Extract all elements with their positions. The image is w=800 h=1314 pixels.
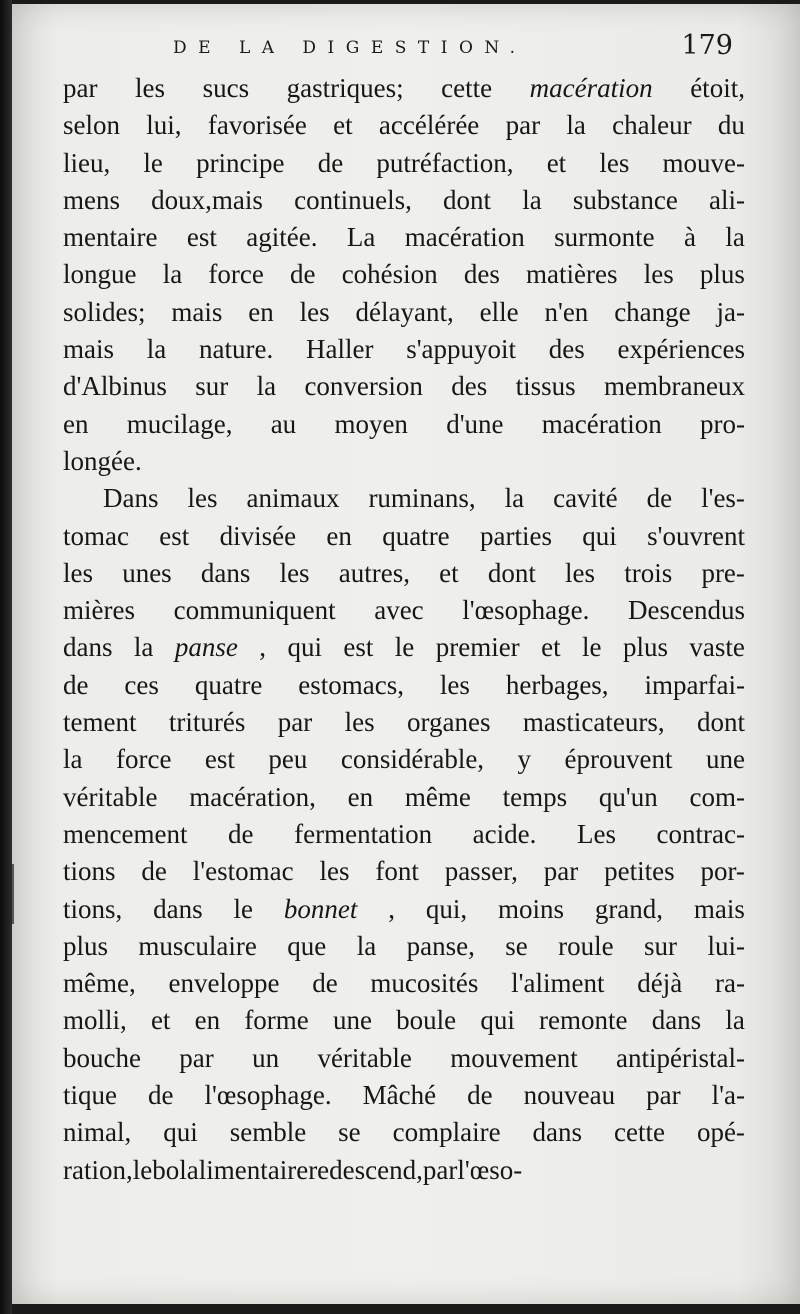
word: véritable bbox=[63, 781, 158, 812]
word: cette bbox=[441, 73, 493, 103]
word: membraneux bbox=[604, 371, 745, 402]
word: estomacs, bbox=[298, 669, 404, 700]
word: l'œsophage. bbox=[204, 1080, 332, 1111]
word: contrac- bbox=[656, 818, 745, 849]
word: continuels, bbox=[294, 184, 412, 215]
word: les bbox=[439, 669, 470, 700]
word: qu'un bbox=[598, 781, 658, 812]
word: le bbox=[394, 632, 415, 663]
word: tement bbox=[63, 707, 137, 738]
word: l'œsophage. bbox=[462, 595, 590, 626]
word: même bbox=[404, 781, 471, 812]
word: selon bbox=[63, 110, 120, 141]
book-gutter-edge bbox=[0, 0, 12, 1314]
text-line bbox=[63, 107, 745, 144]
word: plus bbox=[622, 632, 668, 663]
text-line bbox=[63, 256, 745, 293]
word: longue bbox=[63, 259, 137, 290]
word: , bbox=[388, 893, 395, 924]
word: organes bbox=[407, 707, 491, 738]
word: la bbox=[162, 259, 183, 290]
word: substance bbox=[572, 184, 678, 215]
word: les bbox=[319, 856, 350, 887]
word: qui bbox=[480, 1005, 515, 1036]
word: nimal, bbox=[63, 1117, 132, 1148]
word: trois bbox=[624, 557, 673, 588]
word: lieu, bbox=[63, 147, 111, 178]
word: putréfaction, bbox=[376, 147, 514, 178]
text-line bbox=[63, 928, 745, 965]
word: se bbox=[505, 930, 528, 961]
word: mières bbox=[63, 595, 135, 626]
word: délayant, bbox=[355, 296, 454, 327]
word: les bbox=[299, 296, 330, 327]
word: une bbox=[705, 744, 745, 775]
word: en bbox=[248, 296, 274, 327]
word: grand, bbox=[594, 893, 664, 924]
word: Haller bbox=[305, 334, 374, 365]
word: est bbox=[343, 632, 374, 663]
word: , bbox=[259, 632, 267, 663]
word: le bbox=[143, 147, 163, 178]
word: par bbox=[277, 707, 313, 738]
word: macération, bbox=[189, 781, 316, 812]
word: la bbox=[256, 371, 277, 402]
word: d'Albinus bbox=[63, 371, 167, 402]
text-line bbox=[63, 704, 745, 741]
text-line bbox=[63, 629, 745, 666]
word: fermentation bbox=[294, 818, 433, 849]
word: premier bbox=[435, 632, 520, 663]
word: mais bbox=[693, 893, 745, 924]
word: dont bbox=[487, 557, 536, 588]
word: n'en bbox=[544, 296, 589, 327]
word: l'œso- bbox=[457, 1154, 523, 1185]
word: autres, bbox=[338, 557, 410, 588]
word: tions bbox=[63, 856, 116, 887]
word: et bbox=[150, 1005, 171, 1036]
text-line bbox=[63, 1152, 745, 1189]
word: nouveau bbox=[523, 1080, 616, 1111]
word: éprouvent bbox=[564, 744, 673, 775]
word: enveloppe bbox=[168, 968, 280, 999]
word: de bbox=[290, 259, 316, 290]
word: tomac bbox=[63, 520, 129, 551]
word: sur bbox=[195, 371, 229, 402]
word: la bbox=[725, 222, 745, 253]
word: communiquent bbox=[173, 595, 336, 626]
word: et bbox=[541, 632, 561, 663]
word: com- bbox=[689, 781, 745, 812]
italic-word: bonnet bbox=[283, 893, 358, 924]
word: redescend, bbox=[308, 1154, 423, 1185]
word: Descendus bbox=[628, 595, 745, 626]
word: de bbox=[63, 669, 89, 700]
word: quatre bbox=[194, 669, 263, 700]
word: bol bbox=[152, 1154, 187, 1185]
word: agitée. bbox=[246, 222, 318, 253]
word: s'appuyoit bbox=[406, 334, 517, 365]
word: molli, bbox=[63, 1005, 127, 1036]
text-line bbox=[63, 1040, 745, 1077]
text-line bbox=[63, 891, 745, 928]
paragraph bbox=[63, 480, 745, 1189]
word: les bbox=[565, 557, 596, 588]
text-line bbox=[63, 443, 745, 480]
word: peu bbox=[268, 744, 308, 775]
word: étoit, bbox=[690, 73, 745, 103]
word: mouve- bbox=[662, 147, 745, 178]
word: macération bbox=[541, 408, 662, 439]
word: petites bbox=[604, 856, 675, 887]
word: véritable bbox=[317, 1042, 412, 1073]
word: mucilage, bbox=[126, 408, 233, 439]
word: panse, bbox=[406, 930, 475, 961]
word: même, bbox=[63, 968, 136, 999]
word: dont bbox=[443, 184, 492, 215]
word: cette bbox=[614, 1117, 665, 1148]
word: à bbox=[684, 222, 697, 253]
word: dont bbox=[696, 707, 745, 738]
word: le bbox=[582, 632, 602, 663]
text-line bbox=[63, 1114, 745, 1151]
word: mais bbox=[171, 296, 223, 327]
word: mens bbox=[63, 184, 120, 215]
word: le bbox=[132, 1154, 153, 1185]
word: les bbox=[344, 707, 375, 738]
word: mentaire bbox=[63, 222, 158, 253]
word: en bbox=[326, 520, 352, 551]
word: la bbox=[725, 1005, 745, 1036]
word: de bbox=[317, 147, 344, 178]
word: s'ouvrent bbox=[647, 520, 745, 551]
word: parties bbox=[479, 520, 552, 551]
word: matières bbox=[526, 259, 618, 290]
text-line bbox=[63, 965, 745, 1002]
italic-word: macération bbox=[529, 73, 653, 103]
word: moyen bbox=[334, 408, 408, 439]
word: masticateurs, bbox=[522, 707, 665, 738]
word: et bbox=[333, 110, 353, 141]
word: en bbox=[347, 781, 374, 812]
word: ces bbox=[124, 669, 159, 700]
text-line bbox=[63, 741, 745, 778]
word: herbages, bbox=[505, 669, 609, 700]
word: change bbox=[614, 296, 691, 327]
word: boule bbox=[396, 1005, 457, 1036]
word: de bbox=[312, 968, 338, 999]
word: qui bbox=[163, 1117, 198, 1148]
word: temps bbox=[502, 781, 568, 812]
word: ruminans, bbox=[368, 483, 476, 514]
margin-mark bbox=[12, 864, 14, 924]
word: passer, bbox=[444, 856, 518, 887]
word: du bbox=[717, 110, 745, 141]
word: sur bbox=[644, 930, 678, 961]
word: déjà bbox=[637, 968, 683, 999]
word: surmonte bbox=[554, 222, 655, 253]
word: por- bbox=[700, 856, 745, 887]
text-line bbox=[63, 518, 745, 555]
word: ra- bbox=[715, 968, 745, 999]
word: cohésion bbox=[341, 259, 438, 290]
text-line bbox=[63, 816, 745, 853]
word: dans bbox=[153, 893, 203, 924]
text-line bbox=[63, 592, 745, 629]
word: par bbox=[422, 1154, 458, 1185]
word: dans bbox=[651, 1005, 702, 1036]
text-line bbox=[63, 331, 745, 368]
word: opé- bbox=[696, 1117, 745, 1148]
word: divisée bbox=[219, 520, 297, 551]
word: de bbox=[467, 1080, 493, 1111]
word: imparfai- bbox=[644, 669, 745, 700]
word: complaire bbox=[392, 1117, 501, 1148]
word: ration, bbox=[63, 1154, 133, 1185]
text-line bbox=[63, 1002, 745, 1039]
text-line bbox=[63, 480, 745, 517]
word: lui, bbox=[146, 110, 182, 141]
word: longée. bbox=[63, 445, 142, 476]
word: favorisée bbox=[207, 110, 307, 141]
word: des bbox=[463, 259, 500, 290]
word: l'a- bbox=[711, 1080, 745, 1111]
word: moins bbox=[497, 893, 564, 924]
word: considérable, bbox=[340, 744, 485, 775]
word: plus bbox=[63, 930, 109, 961]
word: y bbox=[517, 744, 532, 775]
word: et bbox=[439, 557, 459, 588]
word: qui, bbox=[425, 893, 468, 924]
word: le bbox=[233, 893, 253, 924]
word: mencement bbox=[63, 818, 188, 849]
word: roule bbox=[558, 930, 614, 961]
word: par bbox=[63, 73, 98, 103]
word: les bbox=[63, 557, 93, 588]
word: par bbox=[646, 1080, 681, 1111]
word: se bbox=[338, 1117, 361, 1148]
word: triturés bbox=[168, 707, 246, 738]
word: les bbox=[187, 483, 218, 514]
word: mouvement bbox=[450, 1042, 578, 1073]
word: ali- bbox=[709, 184, 745, 215]
word: pro- bbox=[699, 408, 745, 439]
word: la bbox=[504, 483, 525, 514]
word: dans bbox=[200, 557, 251, 588]
word: conversion bbox=[304, 371, 423, 402]
word: des bbox=[548, 334, 585, 365]
text-line bbox=[63, 145, 745, 182]
text-line bbox=[63, 555, 745, 592]
word: tissus bbox=[515, 371, 576, 402]
word: de bbox=[148, 1080, 174, 1111]
word: les bbox=[599, 147, 630, 178]
word: tique bbox=[63, 1080, 117, 1111]
page-number: 179 bbox=[681, 30, 733, 61]
word: cavité bbox=[553, 483, 618, 514]
word: mais bbox=[63, 334, 114, 365]
text-line bbox=[63, 779, 745, 816]
word: vaste bbox=[689, 632, 745, 663]
word: la bbox=[146, 334, 167, 365]
word: sucs bbox=[202, 73, 250, 103]
word: en bbox=[63, 408, 89, 439]
word: la bbox=[133, 632, 154, 663]
word: Mâché bbox=[362, 1080, 437, 1111]
word: semble bbox=[229, 1117, 307, 1148]
text-line bbox=[63, 406, 745, 443]
word: de bbox=[228, 818, 254, 849]
text-line bbox=[63, 182, 745, 219]
word: quatre bbox=[382, 520, 450, 551]
word: expériences bbox=[617, 334, 745, 365]
word: d'une bbox=[446, 408, 504, 439]
word: forme bbox=[244, 1005, 309, 1036]
word: acide. bbox=[472, 818, 537, 849]
word: bouche bbox=[63, 1042, 141, 1073]
word: les bbox=[643, 259, 674, 290]
word: la bbox=[356, 930, 377, 961]
word: les bbox=[135, 73, 166, 103]
word: de bbox=[141, 856, 167, 887]
word: une bbox=[332, 1005, 372, 1036]
word: remonte bbox=[539, 1005, 628, 1036]
word: l'estomac bbox=[192, 856, 294, 887]
word: l'es- bbox=[701, 483, 745, 514]
word: pre- bbox=[701, 557, 745, 588]
word: Les bbox=[576, 818, 616, 849]
word: gastriques; bbox=[286, 73, 404, 103]
word: lui- bbox=[707, 930, 745, 961]
word: force bbox=[115, 744, 172, 775]
word: doux,mais bbox=[151, 184, 263, 215]
word: solides; bbox=[63, 296, 146, 327]
word: La bbox=[346, 222, 376, 253]
word: dans bbox=[63, 632, 113, 663]
word: la bbox=[566, 110, 586, 141]
word: les bbox=[279, 557, 310, 588]
text-line bbox=[63, 853, 745, 890]
word: avec bbox=[374, 595, 424, 626]
word: macération bbox=[404, 222, 525, 253]
text-line bbox=[63, 219, 745, 256]
body-text bbox=[63, 70, 745, 1189]
word: accélérée bbox=[378, 110, 480, 141]
text-line bbox=[63, 368, 745, 405]
word: que bbox=[287, 930, 327, 961]
page-header bbox=[173, 30, 733, 66]
word: des bbox=[451, 371, 488, 402]
italic-word: panse bbox=[174, 632, 238, 663]
word: est bbox=[159, 520, 190, 551]
word: par bbox=[179, 1042, 214, 1073]
paragraph bbox=[63, 70, 745, 480]
word: nature. bbox=[199, 334, 274, 365]
word: qui bbox=[287, 632, 322, 663]
word: principe bbox=[196, 147, 285, 178]
word: antipéristal- bbox=[616, 1042, 745, 1073]
word: l'aliment bbox=[511, 968, 605, 999]
word: plus bbox=[699, 259, 745, 290]
word: alimentaire bbox=[186, 1154, 309, 1185]
word: force bbox=[208, 259, 264, 290]
word: unes bbox=[122, 557, 172, 588]
word: de bbox=[646, 483, 673, 514]
word: chaleur bbox=[612, 110, 692, 141]
word: la bbox=[63, 744, 83, 775]
word: est bbox=[204, 744, 235, 775]
text-line bbox=[63, 294, 745, 331]
word: qui bbox=[582, 520, 617, 551]
word: en bbox=[194, 1005, 221, 1036]
word: font bbox=[375, 856, 419, 887]
word: est bbox=[186, 222, 217, 253]
word: ja- bbox=[716, 296, 745, 327]
word: dans bbox=[532, 1117, 583, 1148]
text-line bbox=[63, 667, 745, 704]
word: au bbox=[270, 408, 297, 439]
word: elle bbox=[479, 296, 519, 327]
word: la bbox=[522, 184, 542, 215]
text-line bbox=[63, 1077, 745, 1114]
text-line bbox=[63, 70, 745, 107]
word: animaux bbox=[246, 483, 340, 514]
word: musculaire bbox=[138, 930, 257, 961]
running-title: DE LA DIGESTION. bbox=[173, 38, 527, 58]
word: tions, bbox=[63, 893, 123, 924]
word: par bbox=[505, 110, 541, 141]
word: Dans bbox=[103, 483, 159, 514]
word: et bbox=[546, 147, 567, 178]
word: mucosités bbox=[370, 968, 479, 999]
word: un bbox=[252, 1042, 280, 1073]
word: par bbox=[543, 856, 579, 887]
